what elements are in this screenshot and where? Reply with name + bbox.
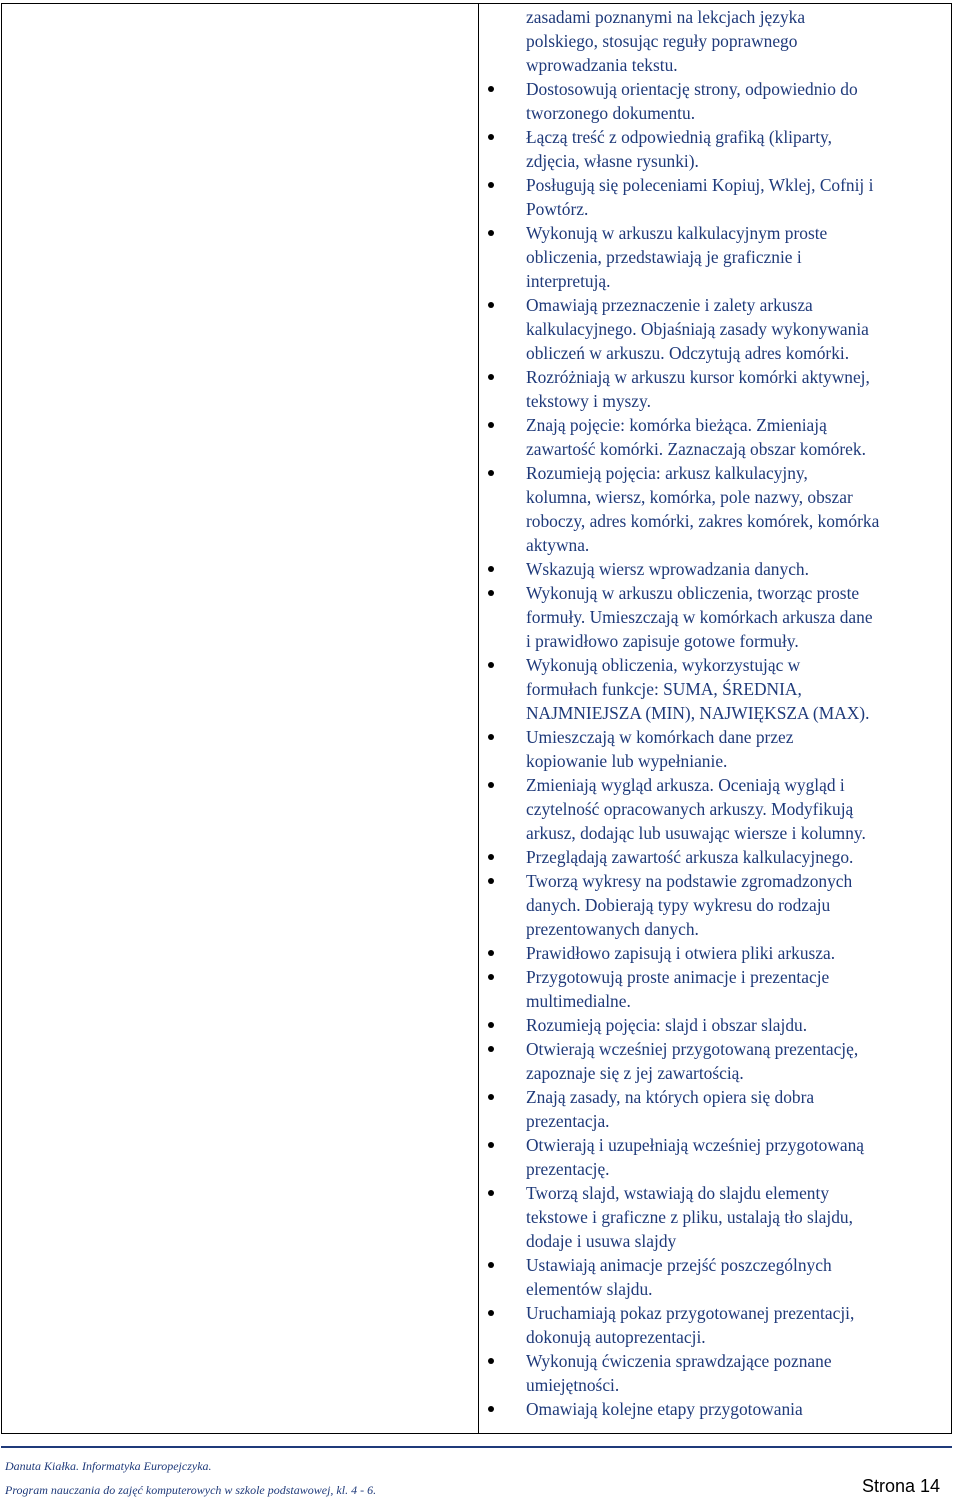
list-item [526, 1349, 946, 1373]
list-item [526, 293, 946, 317]
bullet-icon [488, 302, 494, 308]
list-item-text: Uruchamiają pokaz przygotowanej prezentacji, [526, 1303, 855, 1323]
list-item [526, 869, 946, 893]
bullet-icon [488, 1142, 494, 1148]
list-item-text: NAJMNIEJSZA (MIN), NAJWIĘKSZA (MAX). [526, 703, 870, 723]
list-item-continuation [526, 341, 946, 365]
list-item-continuation [526, 1373, 946, 1397]
list-item-text: Znają pojęcie: komórka bieżąca. Zmieniają [526, 415, 827, 435]
list-item [526, 1037, 946, 1061]
bullet-icon [488, 878, 494, 884]
list-item-text: czytelność opracowanych arkuszy. Modyfikują [526, 799, 854, 819]
list-item-continuation [526, 1277, 946, 1301]
list-item-continuation [526, 1061, 946, 1085]
footer-author: Danuta Kiałka. Informatyka Europejczyka. [5, 1459, 212, 1473]
list-item-text: Powtórz. [526, 199, 589, 219]
list-item-continuation [526, 797, 946, 821]
list-item-continuation [526, 197, 946, 221]
list-item-text: multimedialne. [526, 991, 631, 1011]
list-item-text: formułach funkcje: SUMA, ŚREDNIA, [526, 679, 802, 699]
bullet-icon [488, 590, 494, 596]
list-item-text: zdjęcia, własne rysunki). [526, 151, 699, 171]
list-item-text: prezentowanych danych. [526, 919, 699, 939]
bullet-icon [488, 1022, 494, 1028]
list-item-continuation [526, 245, 946, 269]
list-item-text: dokonują autoprezentacji. [526, 1327, 706, 1347]
bullet-icon [488, 230, 494, 236]
list-item-text: wprowadzania tekstu. [526, 55, 678, 75]
bullet-icon [488, 134, 494, 140]
bullet-icon [488, 974, 494, 980]
list-item [526, 941, 946, 965]
list-item-text: tworzonego dokumentu. [526, 103, 696, 123]
list-item-continuation [526, 509, 946, 533]
list-item-text: zawartość komórki. Zaznaczają obszar komórek. [526, 439, 866, 459]
list-item-text: Omawiają przeznaczenie i zalety arkusza [526, 295, 813, 315]
list-item-text: Posługują się poleceniami Kopiuj, Wklej, Cofnij i [526, 175, 874, 195]
list-item-text: Łączą treść z odpowiednią grafiką (kliparty, [526, 127, 832, 147]
list-item [526, 413, 946, 437]
list-item [526, 725, 946, 749]
bullet-icon [488, 1190, 494, 1196]
bullet-icon [488, 1046, 494, 1052]
list-item-text: Wykonują w arkuszu kalkulacyjnym proste [526, 223, 828, 243]
list-item [526, 221, 946, 245]
bullet-icon [488, 422, 494, 428]
list-item-text: zapoznaje się z jej zawartością. [526, 1063, 744, 1083]
bullet-icon [488, 182, 494, 188]
list-item [526, 965, 946, 989]
list-item-text: Wykonują w arkuszu obliczenia, tworząc proste [526, 583, 860, 603]
bullet-icon [488, 734, 494, 740]
list-item-continuation [526, 389, 946, 413]
list-item [526, 365, 946, 389]
list-item-text: prezentacja. [526, 1111, 610, 1131]
footer-rule [1, 1446, 952, 1448]
list-item-text: Zmieniają wygląd arkusza. Oceniają wygląd i [526, 775, 845, 795]
list-item-text: tekstowy i myszy. [526, 391, 651, 411]
list-item-text: obliczeń w arkuszu. Odczytują adres komórki. [526, 343, 850, 363]
list-item [526, 557, 946, 581]
list-item-continuation [526, 1229, 946, 1253]
list-item-continuation [526, 485, 946, 509]
list-item-continuation [526, 821, 946, 845]
list-item-continuation [526, 269, 946, 293]
list-item-continuation [526, 1157, 946, 1181]
bullet-icon [488, 782, 494, 788]
list-item-text: Umieszczają w komórkach dane przez [526, 727, 794, 747]
list-item-text: Ustawiają animacje przejść poszczególnych [526, 1255, 832, 1275]
list-item-continuation [526, 437, 946, 461]
list-item-text: interpretują. [526, 271, 611, 291]
list-item-continuation [526, 1325, 946, 1349]
list-item-text: elementów slajdu. [526, 1279, 653, 1299]
bullet-icon [488, 662, 494, 668]
list-item [526, 77, 946, 101]
list-item-text: Tworzą wykresy na podstawie zgromadzonych [526, 871, 853, 891]
bullet-icon [488, 1310, 494, 1316]
list-item [526, 1253, 946, 1277]
list-item-text: kolumna, wiersz, komórka, pole nazwy, obszar [526, 487, 853, 507]
list-item-text: zasadami poznanymi na lekcjach języka [526, 7, 806, 27]
list-item-text: arkusz, dodając lub usuwając wiersze i kolumny. [526, 823, 866, 843]
list-item-text: Wykonują obliczenia, wykorzystując w [526, 655, 801, 675]
list-item [526, 461, 946, 485]
page-number: Strona 14 [861, 1476, 940, 1496]
list-item-continuation [526, 317, 946, 341]
list-item-text: Dostosowują orientację strony, odpowiednio do [526, 79, 858, 99]
list-item-text: dodaje i usuwa slajdy [526, 1231, 677, 1251]
bullet-icon [488, 86, 494, 92]
list-item [526, 1085, 946, 1109]
bullet-icon [488, 950, 494, 956]
list-item-text: i prawidłowo zapisuje gotowe formuły. [526, 631, 799, 651]
list-item-text: polskiego, stosując reguły poprawnego [526, 31, 798, 51]
list-item [526, 653, 946, 677]
list-item-text: prezentację. [526, 1159, 610, 1179]
list-item-continuation [526, 5, 946, 29]
list-item-continuation [526, 149, 946, 173]
list-item-text: Znają zasady, na których opiera się dobra [526, 1087, 815, 1107]
list-item [526, 773, 946, 797]
list-item-text: Rozumieją pojęcia: arkusz kalkulacyjny, [526, 463, 808, 483]
list-item [526, 1301, 946, 1325]
bullet-icon [488, 1262, 494, 1268]
list-item-text: Wskazują wiersz wprowadzania danych. [526, 559, 809, 579]
list-item-text: Tworzą slajd, wstawiają do slajdu elementy [526, 1183, 830, 1203]
bullet-icon [488, 1406, 494, 1412]
list-item [526, 1133, 946, 1157]
list-item-continuation [526, 917, 946, 941]
bullet-icon [488, 374, 494, 380]
list-item [526, 173, 946, 197]
bullet-icon [488, 1094, 494, 1100]
list-item [526, 125, 946, 149]
list-item-text: tekstowe i graficzne z pliku, ustalają tło slajdu, [526, 1207, 853, 1227]
list-item-text: Przeglądają zawartość arkusza kalkulacyjnego. [526, 847, 854, 867]
column-divider [478, 4, 479, 1433]
list-item-text: Rozumieją pojęcia: slajd i obszar slajdu. [526, 1015, 808, 1035]
list-item-text: Rozróżniają w arkuszu kursor komórki aktywnej, [526, 367, 870, 387]
list-item-continuation [526, 701, 946, 725]
list-item-continuation [526, 893, 946, 917]
list-item-continuation [526, 1109, 946, 1133]
list-item-text: Otwierają wcześniej przygotowaną prezentację, [526, 1039, 859, 1059]
list-item-text: Przygotowują proste animacje i prezentacje [526, 967, 830, 987]
list-item-text: Prawidłowo zapisują i otwiera pliki arkusza. [526, 943, 836, 963]
list-item-text: aktywna. [526, 535, 590, 555]
list-item-text: Wykonują ćwiczenia sprawdzające poznane [526, 1351, 832, 1371]
footer-program: Program nauczania do zajęć komputerowych w szkole podstawowej, kl. 4 - 6. [5, 1483, 377, 1497]
list-item-continuation [526, 605, 946, 629]
list-item-text: formuły. Umieszczają w komórkach arkusza dane [526, 607, 873, 627]
list-item-continuation [526, 101, 946, 125]
list-item-text: kalkulacyjnego. Objaśniają zasady wykonywania [526, 319, 869, 339]
list-item-text: Otwierają i uzupełniają wcześniej przygotowaną [526, 1135, 865, 1155]
list-item-continuation [526, 749, 946, 773]
list-item-continuation [526, 53, 946, 77]
list-item-text: umiejętności. [526, 1375, 620, 1395]
list-item-text: obliczenia, przedstawiają je graficznie i [526, 247, 802, 267]
list-item-text: roboczy, adres komórki, zakres komórek, komórka [526, 511, 880, 531]
list-item [526, 1397, 946, 1421]
bullet-icon [488, 1358, 494, 1364]
list-item [526, 1181, 946, 1205]
list-item-continuation [526, 29, 946, 53]
bullet-icon [488, 566, 494, 572]
list-item-continuation [526, 629, 946, 653]
list-item-continuation [526, 533, 946, 557]
objectives-list [526, 5, 946, 1421]
bullet-icon [488, 470, 494, 476]
list-item-text: danych. Dobierają typy wykresu do rodzaju [526, 895, 831, 915]
list-item-text: Omawiają kolejne etapy przygotowania [526, 1399, 803, 1419]
list-item [526, 581, 946, 605]
list-item-continuation [526, 989, 946, 1013]
list-item [526, 1013, 946, 1037]
list-item-continuation [526, 677, 946, 701]
list-item-text: kopiowanie lub wypełnianie. [526, 751, 728, 771]
bullet-icon [488, 854, 494, 860]
list-item-continuation [526, 1205, 946, 1229]
list-item [526, 845, 946, 869]
